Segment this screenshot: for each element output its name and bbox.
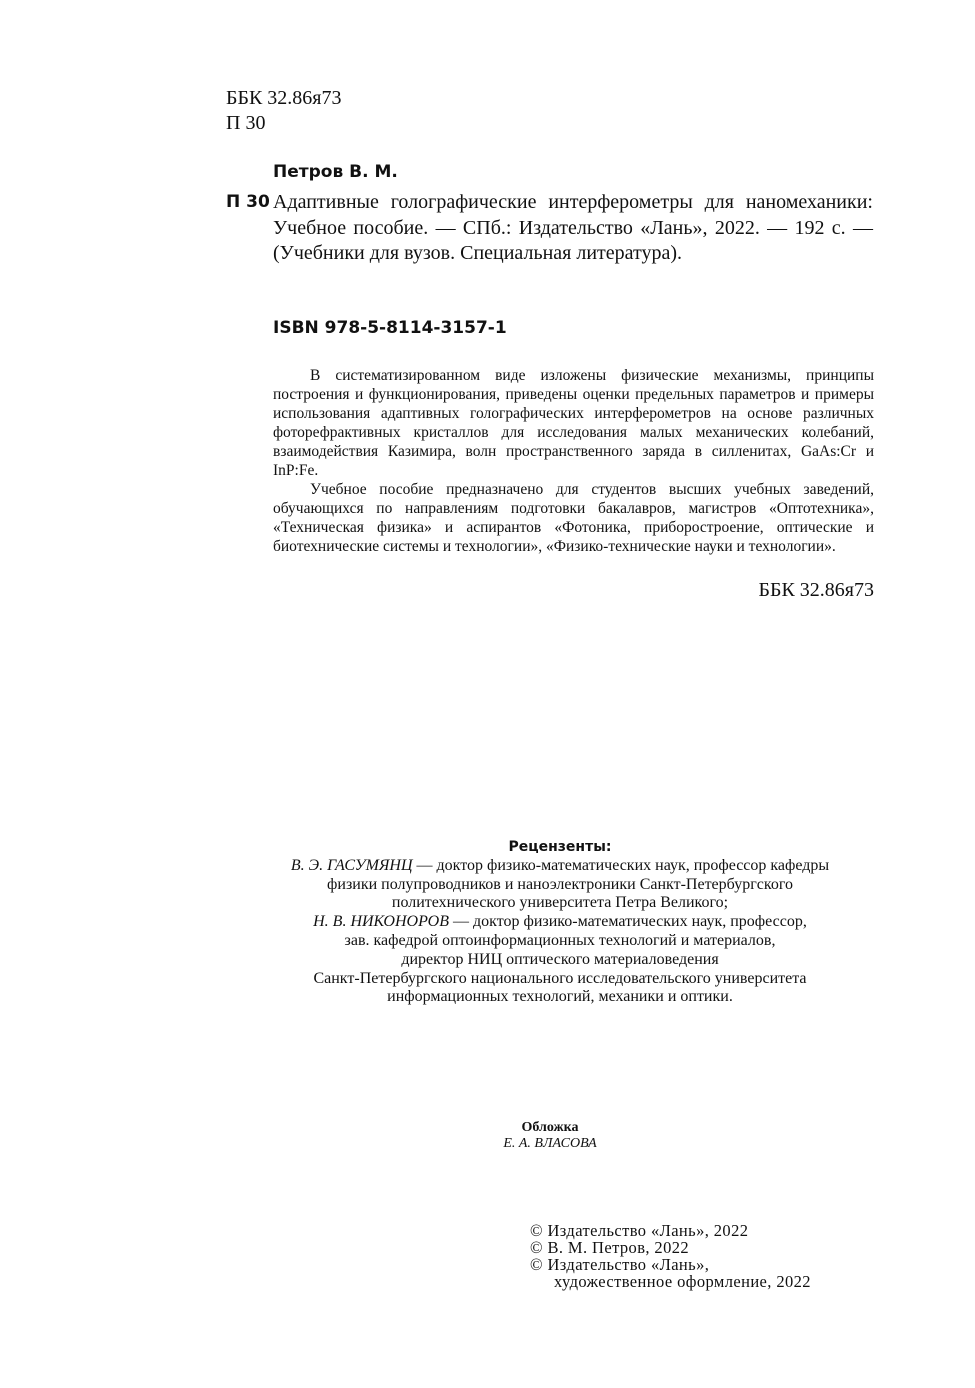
bbk-index: ББК 32.86я73 — [226, 87, 342, 109]
reviewers-block — [250, 838, 870, 1007]
reviewer-2-line: информационных технологий, механики и оптики. — [387, 988, 733, 1006]
copyright-line: © Издательство «Лань», 2022 — [530, 1221, 749, 1240]
cover-designer: Е. А. ВЛАСОВА — [503, 1136, 597, 1151]
reviewer-1-line: политехнического университета Петра Великого; — [391, 894, 729, 912]
copyright-line: художественное оформление, 2022 — [554, 1272, 811, 1291]
reviewer-1-title: — доктор физико-математических наук, профессор кафедры — [412, 856, 830, 874]
reviewer-2-line: директор НИЦ оптического материаловедения — [401, 950, 719, 968]
bbk-code-top — [226, 86, 342, 136]
reviewer-1-name: В. Э. ГАСУМЯНЦ — [290, 856, 413, 874]
abstract-paragraph: Учебное пособие предназначено для студентов высших учебных заведений, обучающихся по направлениям подготовки бакалавров, магистров «Оптотехника», «Техническая физика» и аспирантов «Фотоника, приборостроение, оптические и биотехнические системы и технологии», «Физико-технические науки и технологии». — [273, 481, 874, 555]
bibliographic-description: Адаптивные голографические интерферометры для наномеханики: Учебное пособие. — СПб.: Издательство «Лань», 2022. — 192 с. — (Учебники для вузов. Специальная литература). — [273, 191, 873, 264]
cover-heading: Обложка — [521, 1120, 579, 1135]
author-name: Петров В. М. — [273, 162, 398, 182]
cover-credit — [470, 1120, 630, 1152]
reviewer-1-line — [250, 857, 870, 876]
abstract-paragraph: В систематизированном виде изложены физические механизмы, принципы построения и функционирования, приведены оценки предельных параметров и примеры использования адаптивных голографических интерферометров на основе различных фоторефрактивных кристаллов для исследования малых механических колебаний, взаимодействия Казимира, волн пространственного заряда в силленитах, GaAs:Cr и InP:Fe. — [273, 367, 874, 479]
copyright-block — [530, 1222, 811, 1290]
reviewers-heading: Рецензенты: — [508, 839, 612, 855]
reviewer-2-line — [250, 913, 870, 932]
reviewer-2-name: Н. В. НИКОНОРОВ — [313, 913, 449, 931]
reviewer-2-line: зав. кафедрой оптоинформационных технологий и материалов, — [344, 931, 776, 949]
reviewer-2-title: — доктор физико-математических наук, профессор, — [448, 913, 807, 931]
isbn: ISBN 978-5-8114-3157-1 — [273, 318, 507, 338]
author-mark-code: П 30 — [226, 192, 270, 212]
abstract — [273, 366, 874, 556]
copyright-line: © Издательство «Лань», — [530, 1255, 710, 1274]
bbk-code-right: ББК 32.86я73 — [758, 579, 874, 601]
copyright-line: © В. М. Петров, 2022 — [530, 1238, 690, 1257]
reviewer-1-line: физики полупроводников и наноэлектроники Санкт-Петербургского — [327, 875, 793, 893]
author-mark: П 30 — [226, 112, 266, 134]
reviewer-2-line: Санкт-Петербургского национального исследовательского университета — [313, 969, 807, 987]
